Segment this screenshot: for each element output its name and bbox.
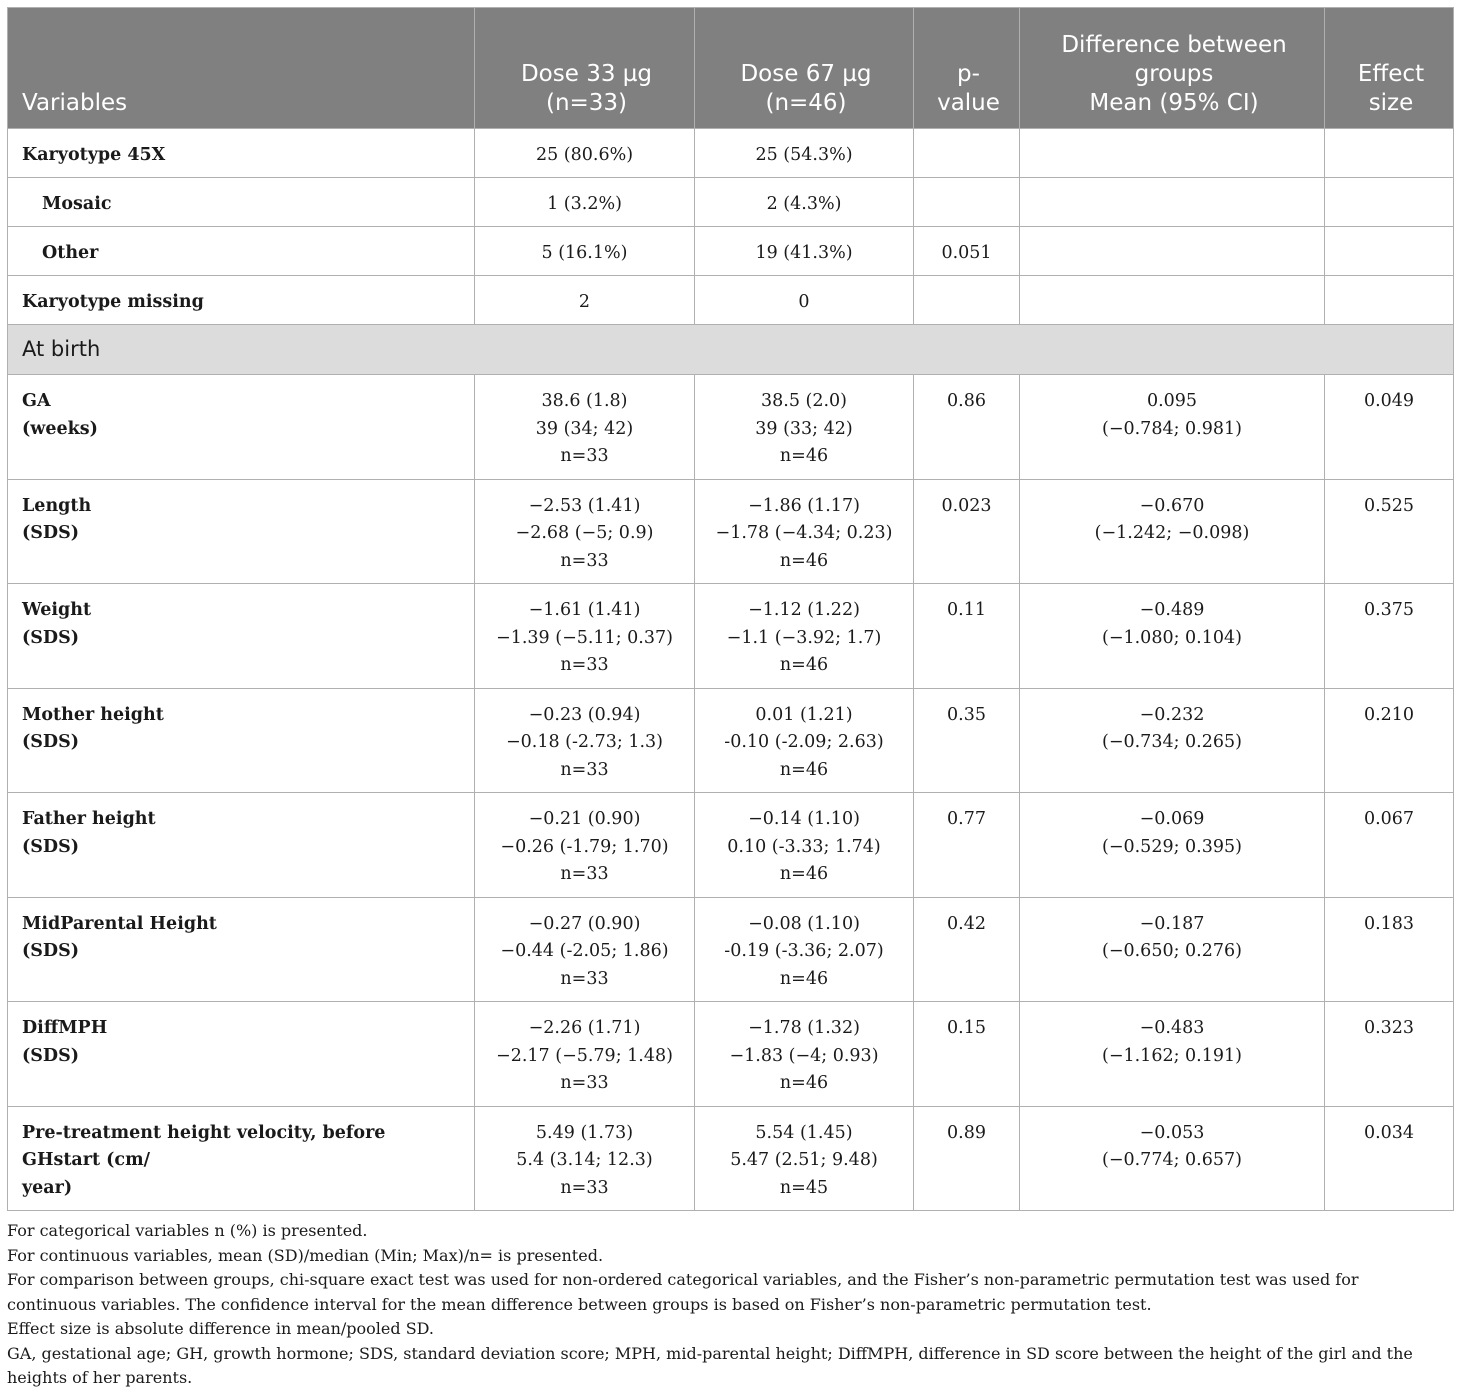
row-label: Father height (SDS) (8, 793, 475, 898)
p-value-cell: 0.15 (914, 1002, 1020, 1107)
dose-67-cell: 38.5 (2.0) 39 (33; 42) n=46 (695, 375, 914, 480)
footnote: For continuous variables, mean (SD)/median (Min; Max)/n= is presented. (7, 1245, 604, 1265)
dose-67-cell: 25 (54.3%) (695, 129, 914, 178)
difference-cell: −0.069 (−0.529; 0.395) (1020, 793, 1325, 898)
dose-33-cell: 38.6 (1.8) 39 (34; 42) n=33 (475, 375, 695, 480)
difference-cell (1020, 178, 1325, 227)
effect-size-cell (1325, 129, 1454, 178)
dose-67-cell: −1.86 (1.17) −1.78 (−4.34; 0.23) n=46 (695, 479, 914, 584)
effect-size-cell: 0.183 (1325, 897, 1454, 1002)
section-row (8, 325, 1454, 375)
p-value-cell: 0.89 (914, 1106, 1020, 1211)
difference-cell (1020, 227, 1325, 276)
dose-33-cell: 5 (16.1%) (475, 227, 695, 276)
table-row (8, 897, 1454, 1002)
difference-cell: −0.187 (−0.650; 0.276) (1020, 897, 1325, 1002)
dose-67-cell: 0.01 (1.21) -0.10 (-2.09; 2.63) n=46 (695, 688, 914, 793)
header-p-value: p- value (914, 8, 1020, 129)
p-value-cell: 0.35 (914, 688, 1020, 793)
row-label: Karyotype 45X (8, 129, 475, 178)
row-label: Mosaic (8, 178, 475, 227)
header-effect-size: Effect size (1325, 8, 1454, 129)
p-value-cell (914, 276, 1020, 325)
table-row (8, 1106, 1454, 1211)
effect-size-cell: 0.375 (1325, 584, 1454, 689)
data-table (7, 7, 1454, 1211)
dose-67-cell: −0.08 (1.10) -0.19 (-3.36; 2.07) n=46 (695, 897, 914, 1002)
difference-cell: −0.053 (−0.774; 0.657) (1020, 1106, 1325, 1211)
p-value-cell: 0.42 (914, 897, 1020, 1002)
dose-33-cell: 25 (80.6%) (475, 129, 695, 178)
effect-size-cell: 0.210 (1325, 688, 1454, 793)
dose-33-cell: 5.49 (1.73) 5.4 (3.14; 12.3) n=33 (475, 1106, 695, 1211)
header-dose-33: Dose 33 µg (n=33) (475, 8, 695, 129)
dose-33-cell: −0.21 (0.90) −0.26 (-1.79; 1.70) n=33 (475, 793, 695, 898)
table-row (8, 129, 1454, 178)
row-label: GA (weeks) (8, 375, 475, 480)
footnote: Effect size is absolute difference in mean/pooled SD. (7, 1319, 434, 1338)
row-label: DiffMPH (SDS) (8, 1002, 475, 1107)
p-value-cell: 0.11 (914, 584, 1020, 689)
row-label: Mother height (SDS) (8, 688, 475, 793)
dose-67-cell: −1.78 (1.32) −1.83 (−4; 0.93) n=46 (695, 1002, 914, 1107)
row-label: Karyotype missing (8, 276, 475, 325)
dose-33-cell: 2 (475, 276, 695, 325)
p-value-cell: 0.77 (914, 793, 1020, 898)
row-label: Weight (SDS) (8, 584, 475, 689)
p-value-cell: 0.023 (914, 479, 1020, 584)
difference-cell: −0.489 (−1.080; 0.104) (1020, 584, 1325, 689)
section-label: At birth (8, 325, 1454, 375)
difference-cell (1020, 276, 1325, 325)
p-value-cell (914, 129, 1020, 178)
effect-size-cell (1325, 276, 1454, 325)
effect-size-cell: 0.323 (1325, 1002, 1454, 1107)
table-row (8, 793, 1454, 898)
dose-33-cell: −2.53 (1.41) −2.68 (−5; 0.9) n=33 (475, 479, 695, 584)
row-label: MidParental Height (SDS) (8, 897, 475, 1002)
difference-cell: 0.095 (−0.784; 0.981) (1020, 375, 1325, 480)
header-variables: Variables (8, 8, 475, 129)
footnote: For comparison between groups, chi-square exact test was used for non-ordered categorical variables, and the Fisher’s non-parametric permutation test was used for continuous variables. The confidence interval for the mean difference between groups is based on Fisher’s non-parametric permutation test. (7, 1270, 1359, 1314)
table-container (7, 7, 1453, 1391)
effect-size-cell: 0.067 (1325, 793, 1454, 898)
effect-size-cell: 0.034 (1325, 1106, 1454, 1211)
p-value-cell (914, 178, 1020, 227)
effect-size-cell (1325, 227, 1454, 276)
row-label: Length (SDS) (8, 479, 475, 584)
dose-67-cell: 19 (41.3%) (695, 227, 914, 276)
header-difference: Difference between groups Mean (95% CI) (1020, 8, 1325, 129)
table-footnotes (7, 1219, 1453, 1391)
dose-33-cell: −2.26 (1.71) −2.17 (−5.79; 1.48) n=33 (475, 1002, 695, 1107)
footnote: GA, gestational age; GH, growth hormone; SDS, standard deviation score; MPH, mid-parental height; DiffMPH, difference in SD score between the height of the girl and the heights of her parents. (7, 1343, 1413, 1387)
difference-cell: −0.232 (−0.734; 0.265) (1020, 688, 1325, 793)
difference-cell: −0.670 (−1.242; −0.098) (1020, 479, 1325, 584)
table-row (8, 688, 1454, 793)
p-value-cell: 0.051 (914, 227, 1020, 276)
dose-67-cell: 5.54 (1.45) 5.47 (2.51; 9.48) n=45 (695, 1106, 914, 1211)
header-dose-67: Dose 67 µg (n=46) (695, 8, 914, 129)
row-label: Pre-treatment height velocity, before GHstart (cm/ year) (8, 1106, 475, 1211)
table-row (8, 479, 1454, 584)
difference-cell: −0.483 (−1.162; 0.191) (1020, 1002, 1325, 1107)
dose-33-cell: −0.23 (0.94) −0.18 (-2.73; 1.3) n=33 (475, 688, 695, 793)
dose-67-cell: 0 (695, 276, 914, 325)
table-row (8, 584, 1454, 689)
difference-cell (1020, 129, 1325, 178)
table-row (8, 276, 1454, 325)
header-row (8, 8, 1454, 129)
dose-67-cell: −1.12 (1.22) −1.1 (−3.92; 1.7) n=46 (695, 584, 914, 689)
footnote: For categorical variables n (%) is presented. (7, 1221, 368, 1240)
dose-67-cell: −0.14 (1.10) 0.10 (-3.33; 1.74) n=46 (695, 793, 914, 898)
table-row (8, 178, 1454, 227)
effect-size-cell (1325, 178, 1454, 227)
table-row (8, 1002, 1454, 1107)
dose-33-cell: −1.61 (1.41) −1.39 (−5.11; 0.37) n=33 (475, 584, 695, 689)
effect-size-cell: 0.049 (1325, 375, 1454, 480)
table-row (8, 227, 1454, 276)
table-row (8, 375, 1454, 480)
p-value-cell: 0.86 (914, 375, 1020, 480)
dose-33-cell: 1 (3.2%) (475, 178, 695, 227)
row-label: Other (8, 227, 475, 276)
dose-67-cell: 2 (4.3%) (695, 178, 914, 227)
effect-size-cell: 0.525 (1325, 479, 1454, 584)
dose-33-cell: −0.27 (0.90) −0.44 (-2.05; 1.86) n=33 (475, 897, 695, 1002)
